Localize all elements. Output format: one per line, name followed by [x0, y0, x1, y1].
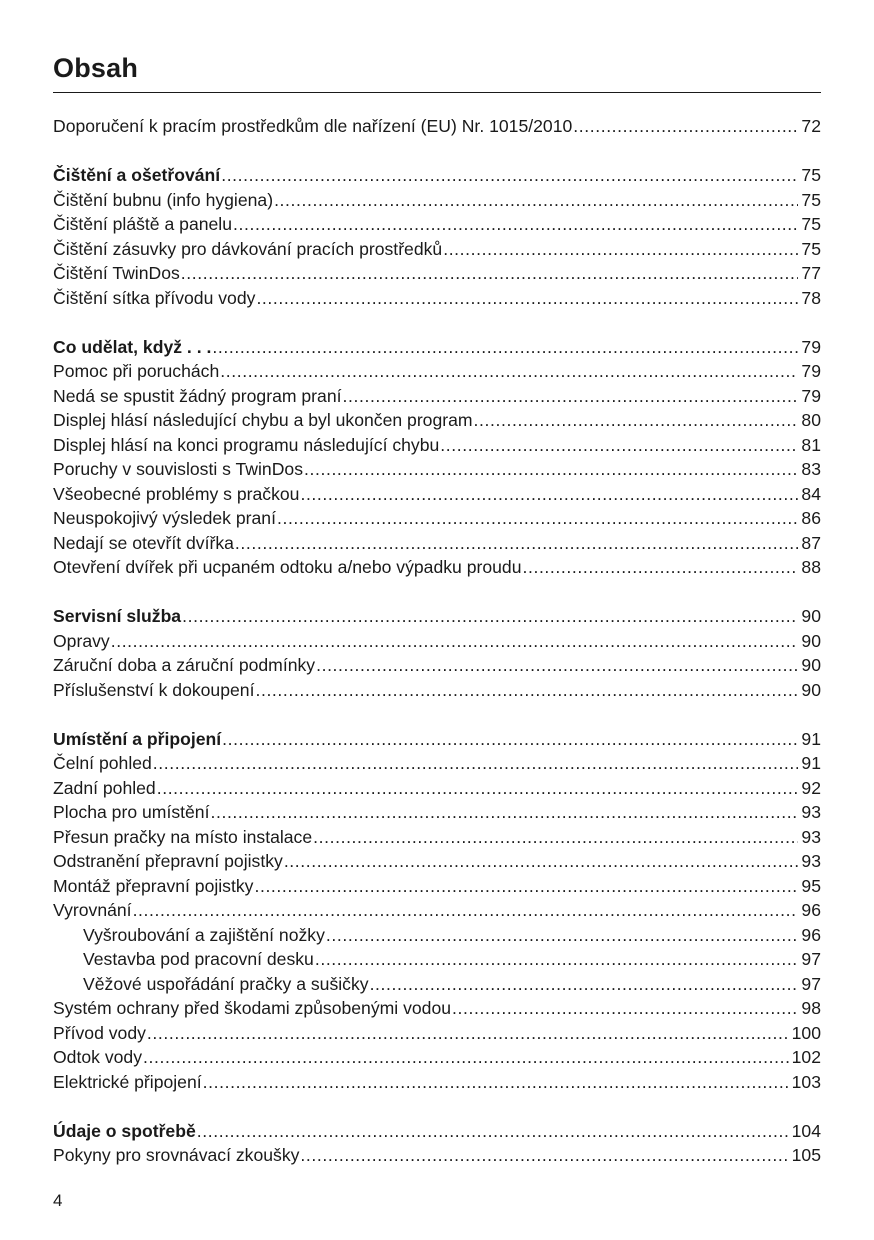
toc-entry-page-number: 75	[801, 189, 821, 210]
toc-entry-label: Systém ochrany před škodami způsobenými vodou	[53, 998, 452, 1018]
toc-entry-page-number: 79	[801, 385, 821, 406]
toc-entry-page-number: 84	[801, 483, 821, 504]
toc-entry-label: Vyšroubování a zajištění nožky	[83, 924, 325, 945]
toc-entry-page-number: 93	[801, 826, 821, 847]
toc-entry-label: Čištění pláště a panelu	[53, 214, 232, 234]
toc-entry-label: Odtok vody	[53, 1047, 142, 1067]
toc-entry-label: Elektrické připojení	[53, 1071, 202, 1092]
toc-dot-leader	[182, 604, 798, 629]
toc-dot-leader	[370, 972, 799, 997]
toc-dot-leader	[255, 678, 798, 703]
toc-entry-page-number: 100	[791, 1022, 821, 1043]
toc-dot-leader	[474, 408, 799, 433]
toc-entry-label: Údaje o spotřebě	[53, 1120, 196, 1141]
toc-entry-page-number: 103	[791, 1071, 821, 1092]
toc-entry-label: Doporučení k pracím prostředkům dle nařízení (EU) Nr. 1015/2010	[53, 116, 573, 136]
toc-entry-page-number: 97	[801, 973, 821, 994]
document-page	[53, 0, 821, 1240]
toc-entry[interactable]	[53, 359, 821, 384]
toc-entry-label: Pokyny pro srovnávací zkoušky	[53, 1145, 300, 1165]
toc-entry-page-number: 78	[801, 287, 821, 308]
toc-entry-page-number: 93	[801, 851, 821, 871]
toc-section	[53, 727, 821, 1095]
toc-dot-leader	[274, 188, 798, 213]
toc-entry-label: Plocha pro umístění	[53, 802, 210, 822]
toc-dot-leader	[143, 1045, 789, 1070]
toc-entry-page-number: 75	[801, 238, 821, 259]
toc-entry-page-number: 88	[801, 557, 821, 577]
toc-entry-label: Čištění sítka přívodu vody	[53, 287, 256, 308]
toc-entry-page-number: 91	[801, 753, 821, 773]
toc-entry[interactable]	[53, 506, 821, 531]
toc-entry-label: Opravy	[53, 630, 110, 651]
toc-entry-page-number: 93	[801, 802, 821, 822]
toc-dot-leader	[304, 457, 798, 482]
toc-entry[interactable]	[53, 408, 821, 433]
toc-dot-leader	[153, 751, 799, 776]
toc-entry-label: Montáž přepravní pojistky	[53, 875, 254, 896]
toc-dot-leader	[197, 1119, 789, 1144]
toc-entry-page-number: 90	[801, 679, 821, 700]
toc-entry[interactable]	[53, 433, 821, 458]
toc-entry-label: Poruchy v souvislosti s TwinDos	[53, 459, 303, 479]
toc-entry[interactable]	[53, 653, 821, 678]
toc-entry[interactable]	[53, 531, 821, 556]
toc-dot-leader	[235, 531, 799, 556]
toc-entry-page-number: 97	[801, 949, 821, 969]
toc-entry-page-number: 104	[791, 1120, 821, 1141]
toc-entry-label: Neuspokojivý výsledek praní	[53, 508, 276, 528]
toc-entry[interactable]	[53, 188, 821, 213]
toc-entry-label: Přesun pračky na místo instalace	[53, 826, 313, 847]
toc-heading-entry[interactable]	[53, 163, 821, 188]
toc-dot-leader	[111, 629, 799, 654]
toc-dot-leader	[133, 898, 799, 923]
toc-entry-page-number: 105	[791, 1145, 821, 1165]
toc-entry[interactable]	[53, 629, 821, 654]
toc-dot-leader	[522, 555, 798, 580]
toc-entry[interactable]	[53, 825, 821, 850]
page-title: Obsah	[53, 53, 139, 83]
toc-entry-page-number: 90	[801, 655, 821, 675]
toc-section	[53, 604, 821, 702]
toc-dot-leader	[210, 800, 798, 825]
toc-entry-label: Věžové uspořádání pračky a sušičky	[83, 973, 369, 994]
toc-entry-page-number: 79	[801, 336, 821, 357]
toc-entry-label: Displej hlásí následující chybu a byl ukončen program	[53, 410, 473, 430]
toc-entry-label: Přívod vody	[53, 1022, 146, 1043]
toc-entry-label: Příslušenství k dokoupení	[53, 679, 255, 700]
toc-dot-leader	[300, 1143, 788, 1168]
toc-entry-label: Co udělat, když . . .	[53, 336, 212, 357]
toc-entry[interactable]	[53, 1021, 821, 1046]
toc-section	[53, 1119, 821, 1168]
toc-entry-label: Servisní služba	[53, 606, 182, 626]
toc-entry-page-number: 77	[801, 263, 821, 283]
toc-entry[interactable]	[53, 237, 821, 262]
toc-entry-page-number: 87	[801, 532, 821, 553]
toc-subentry[interactable]	[53, 972, 821, 997]
toc-entry-page-number: 75	[801, 165, 821, 185]
toc-heading-entry[interactable]	[53, 1119, 821, 1144]
toc-dot-leader	[284, 849, 799, 874]
toc-dot-leader	[343, 384, 799, 409]
toc-entry[interactable]	[53, 678, 821, 703]
toc-entry-page-number: 90	[801, 630, 821, 651]
toc-dot-leader	[315, 947, 799, 972]
toc-subentry[interactable]	[53, 923, 821, 948]
toc-dot-leader	[443, 237, 798, 262]
toc-dot-leader	[313, 825, 798, 850]
toc-dot-leader	[254, 874, 798, 899]
toc-dot-leader	[157, 776, 799, 801]
toc-section	[53, 163, 821, 310]
toc-entry-label: Čištění zásuvky pro dávkování pracích prostředků	[53, 238, 443, 259]
toc-entry[interactable]	[53, 898, 821, 923]
toc-entry[interactable]	[53, 261, 821, 286]
toc-entry-page-number: 98	[801, 998, 821, 1018]
toc-section	[53, 335, 821, 580]
toc-entry[interactable]	[53, 114, 821, 139]
toc-entry-label: Čištění TwinDos	[53, 263, 180, 283]
toc-entry[interactable]	[53, 874, 821, 899]
toc-entry[interactable]	[53, 800, 821, 825]
toc-subentry[interactable]	[53, 947, 821, 972]
toc-dot-leader	[326, 923, 799, 948]
toc-entry-label: Nedají se otevřít dvířka	[53, 532, 234, 553]
title-divider	[53, 92, 821, 93]
toc-entry[interactable]	[53, 751, 821, 776]
toc-entry-label: Čištění bubnu (info hygiena)	[53, 189, 274, 210]
page-number: 4	[53, 1191, 63, 1210]
toc-entry-label: Zadní pohled	[53, 777, 156, 798]
toc-dot-leader	[256, 286, 798, 311]
toc-heading-entry[interactable]	[53, 727, 821, 752]
toc-entry[interactable]	[53, 1045, 821, 1070]
toc-entry-page-number: 81	[801, 434, 821, 455]
toc-dot-leader	[573, 114, 798, 139]
toc-entry[interactable]	[53, 384, 821, 409]
toc-dot-leader	[147, 1021, 789, 1046]
toc-dot-leader	[220, 359, 798, 384]
toc-entry-page-number: 96	[801, 924, 821, 945]
toc-dot-leader	[222, 727, 798, 752]
toc-entry[interactable]	[53, 457, 821, 482]
toc-dot-leader	[212, 335, 798, 360]
toc-entry-page-number: 92	[801, 777, 821, 798]
toc-entry-label: Pomoc při poruchách	[53, 361, 220, 381]
toc-entry-label: Displej hlásí na konci programu následující chybu	[53, 434, 440, 455]
toc-entry-label: Vyrovnání	[53, 900, 132, 920]
toc-dot-leader	[300, 482, 798, 507]
toc-entry-label: Čištění a ošetřování	[53, 165, 221, 185]
toc-entry-page-number: 96	[801, 900, 821, 920]
toc-entry[interactable]	[53, 286, 821, 311]
toc-entry[interactable]	[53, 849, 821, 874]
toc-entry-page-number: 90	[801, 606, 821, 626]
toc-entry[interactable]	[53, 1070, 821, 1095]
toc-entry-label: Vestavba pod pracovní desku	[83, 949, 314, 969]
toc-heading-entry[interactable]	[53, 604, 821, 629]
toc-dot-leader	[203, 1070, 789, 1095]
toc-entry-page-number: 72	[801, 116, 821, 136]
toc-entry[interactable]	[53, 776, 821, 801]
toc-entry-page-number: 79	[801, 361, 821, 381]
toc-entry-page-number: 86	[801, 508, 821, 528]
toc-dot-leader	[452, 996, 798, 1021]
toc-entry-label: Nedá se spustit žádný program praní	[53, 385, 342, 406]
toc-entry-label: Čelní pohled	[53, 753, 152, 773]
toc-entry-label: Odstranění přepravní pojistky	[53, 851, 283, 871]
toc-section	[53, 114, 821, 139]
toc-entry-page-number: 83	[801, 459, 821, 479]
toc-entry-label: Otevření dvířek při ucpaném odtoku a/nebo výpadku proudu	[53, 557, 522, 577]
toc-entry-label: Záruční doba a záruční podmínky	[53, 655, 316, 675]
toc-dot-leader	[233, 212, 798, 237]
toc-entry-page-number: 80	[801, 410, 821, 430]
toc-dot-leader	[181, 261, 799, 286]
toc-entry-label: Všeobecné problémy s pračkou	[53, 483, 300, 504]
toc-dot-leader	[316, 653, 798, 678]
toc-entry[interactable]	[53, 1143, 821, 1168]
toc-entry-page-number: 95	[801, 875, 821, 896]
toc-dot-leader	[277, 506, 798, 531]
toc-heading-entry[interactable]	[53, 335, 821, 360]
toc-dot-leader	[440, 433, 798, 458]
toc-entry-page-number: 75	[801, 214, 821, 234]
table-of-contents	[53, 114, 821, 1168]
toc-entry-page-number: 102	[791, 1047, 821, 1067]
toc-entry[interactable]	[53, 212, 821, 237]
toc-dot-leader	[221, 163, 798, 188]
toc-entry-page-number: 91	[801, 728, 821, 749]
toc-entry[interactable]	[53, 555, 821, 580]
toc-entry[interactable]	[53, 996, 821, 1021]
toc-entry-label: Umístění a připojení	[53, 728, 222, 749]
toc-entry[interactable]	[53, 482, 821, 507]
